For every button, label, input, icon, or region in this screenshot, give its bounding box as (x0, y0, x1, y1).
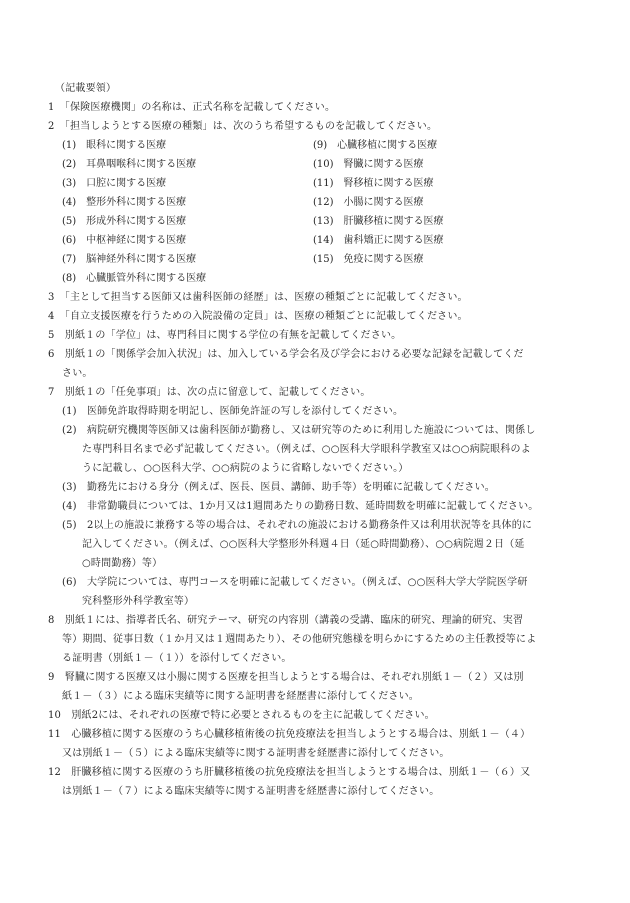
item-2: 2 「担当しようとする医療の種類」は、次のうち希望するものを記載してください。 (48, 121, 438, 132)
list-item: (5) 形成外科に関する医療 (62, 216, 187, 227)
list-item: (3) 口腔に関する医療 (62, 178, 167, 189)
item-7-5-continued: 記入してください。（例えば、○○医科大学整形外科週４日（延○時間勤務）、○○病院週２日（延 (82, 539, 525, 550)
list-item: (13) 肝臓移植に関する医療 (313, 216, 444, 227)
item-11: 11 心臓移植に関する医療のうち心臓移植術後の抗免疫療法を担当しようとする場合は、別紙１－（４） (48, 729, 531, 740)
item-6: 6 別紙１の「関係学会加入状況」は、加入している学会名及び学会における必要な記録を記載してくだ (48, 349, 524, 360)
medical-types-right-list (313, 136, 444, 269)
item-9-continued: 紙１－（３）による臨床実績等に関する証明書を経歴書に添付してください。 (62, 691, 419, 702)
list-item: (14) 歯科矯正に関する医療 (313, 235, 444, 246)
list-item: (1) 眼科に関する医療 (62, 140, 167, 151)
item-4: 4 「自立支援医療を行うための入院設備の定員」は、医療の種類ごとに記載してください。 (48, 311, 468, 322)
item-1: 1 「保険医療機関」の名称は、正式名称を記載してください。 (48, 102, 336, 113)
list-item: (9) 心臓移植に関する医療 (313, 140, 438, 151)
item-8-continued: 等）期間、従事日数（１か月又は１週間あたり）、その他研究態様を明らかにするための主任教授等によ (62, 634, 537, 645)
item-7-4: (4) 非常勤職員については、1か月又は1週間あたりの勤務日数、延時間数を明確に記載してください。 (62, 501, 539, 512)
list-item: (11) 腎移植に関する医療 (313, 178, 434, 189)
list-item: (2) 耳鼻咽喉科に関する医療 (62, 159, 197, 170)
list-item: (15) 免疫に関する医療 (313, 254, 424, 265)
item-7-6-continued: 究科整形外科学教室等） (82, 596, 195, 607)
list-item: (4) 整形外科に関する医療 (62, 197, 187, 208)
list-item: (10) 腎臓に関する医療 (313, 159, 424, 170)
item-7-1: (1) 医師免許取得時期を明記し、医師免許証の写しを添付してください。 (62, 406, 404, 417)
item-3: 3 「主として担当する医師又は歯科医師の経歴」は、医療の種類ごとに記載してください。 (48, 292, 468, 303)
section-heading: （記載要領） (55, 83, 117, 94)
list-item: (7) 脳神経外科に関する医療 (62, 254, 197, 265)
item-7-3: (3) 勤務先における身分（例えば、医長、医員、講師、助手等）を明確に記載してください。 (62, 482, 495, 493)
list-item: (8) 心臓脈管外科に関する医療 (62, 273, 207, 284)
item-12-continued: は別紙１－（７）による臨床実績等に関する証明書を経歴書に添付してください。 (62, 786, 440, 797)
list-item: (12) 小腸に関する医療 (313, 197, 424, 208)
medical-types-left-list (62, 136, 206, 288)
list-item: (6) 中枢神経に関する医療 (62, 235, 187, 246)
item-5: 5 別紙１の「学位」は、専門科目に関する学位の有無を記載してください。 (48, 330, 402, 341)
item-7-2-continued: うに記載し、○○医科大学、○○病院のように省略しないでください。） (82, 463, 409, 474)
item-12: 12 肝臓移植に関する医療のうち肝臓移植後の抗免疫療法を担当しようとする場合は、別紙１－（６）又 (48, 767, 531, 778)
item-7-2: (2) 病院研究機関等医師又は歯科医師が勤務し、又は研究等のために利用した施設については、関係し (62, 425, 536, 436)
item-9: 9 腎臓に関する医療又は小腸に関する医療を担当しようとする場合は、それぞれ別紙１－（２）又は別 (48, 672, 524, 683)
item-8: 8 別紙１には、指導者氏名、研究テーマ、研究の内容別（講義の受講、臨床的研究、理論的研究、実習 (48, 615, 524, 626)
item-7-5: (5) 2以上の施設に兼務する等の場合は、それぞれの施設における勤務条件又は利用状況等を具体的に (62, 520, 533, 531)
item-7-6: (6) 大学院については、専門コースを明確に記載してください。（例えば、○○医科大学大学院医学研 (62, 577, 528, 588)
item-8-continued: る証明書（別紙１－（１））を添付してください。 (62, 653, 292, 664)
item-7-2-continued: た専門科目名まで必ず記載してください。（例えば、○○医科大学眼科学教室又は○○病院眼科のよ (82, 444, 531, 455)
item-6-continued: さい。 (62, 368, 93, 379)
item-10: 10 別紙2には、それぞれの医療で特に必要とされるものを主に記載してください。 (48, 710, 435, 721)
item-7: 7 別紙１の「任免事項」は、次の点に留意して、記載してください。 (48, 387, 371, 398)
item-7-5-continued: ○時間勤務）等） (82, 558, 163, 569)
item-11-continued: 又は別紙１－（５）による臨床実績等に関する証明書を経歴書に添付してください。 (62, 748, 450, 759)
